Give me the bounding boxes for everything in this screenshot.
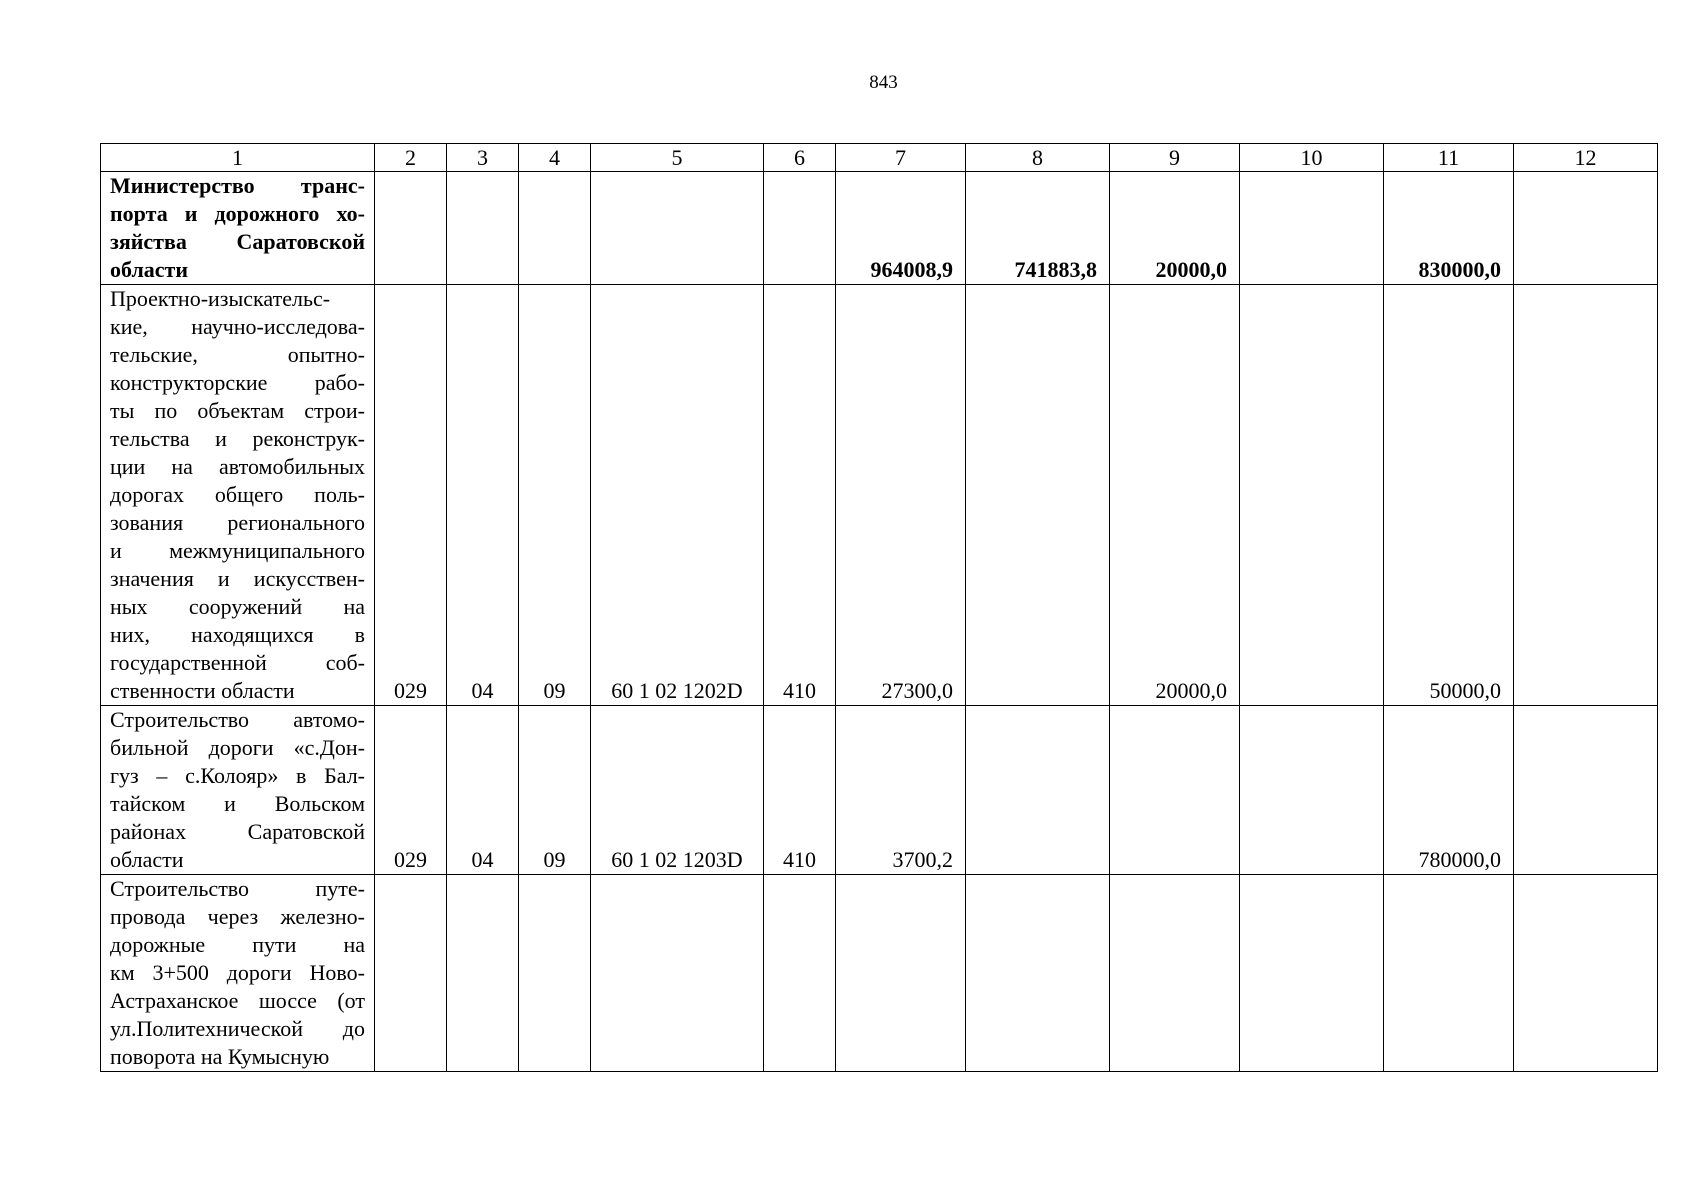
item-name-line: Астраханское шоссе (от: [110, 988, 365, 1013]
cell-col-2: 029: [375, 706, 447, 875]
item-name-line: них, находящихся в: [110, 622, 365, 647]
cell-col-10: [1240, 706, 1384, 875]
cell-col-10: [1240, 172, 1384, 285]
item-name-line: зования регионального: [110, 510, 365, 535]
cell-col-6: [764, 172, 836, 285]
cell-col-7: 3700,2: [836, 706, 966, 875]
cell-col-7: 27300,0: [836, 285, 966, 706]
item-name-line: ты по объектам строи-: [110, 398, 365, 423]
item-name-line: порта и дорожного хо-: [110, 201, 365, 226]
budget-table: [100, 143, 1658, 1072]
cell-col-9: 20000,0: [1110, 285, 1240, 706]
cell-col-8: [966, 285, 1110, 706]
cell-col-5: 60 1 02 1203D: [591, 706, 764, 875]
item-name-line: конструкторские рабо-: [110, 370, 365, 395]
column-header: 1: [101, 144, 375, 172]
item-name-line: ул.Политехнической до: [110, 1016, 365, 1041]
cell-col-5: 60 1 02 1202D: [591, 285, 764, 706]
cell-col-11: 780000,0: [1384, 706, 1514, 875]
item-name-line: области: [110, 257, 189, 282]
item-name-line: тельские, опытно-: [110, 342, 365, 367]
column-header: 12: [1514, 144, 1658, 172]
cell-col-7: [836, 875, 966, 1072]
item-name-line: Строительство путе-: [110, 876, 365, 901]
column-header: 11: [1384, 144, 1514, 172]
cell-col-8: 741883,8: [966, 172, 1110, 285]
item-name-line: ции на автомобильных: [110, 454, 365, 479]
item-name-line: кие, научно-исследова-: [110, 314, 365, 339]
cell-col-12: [1514, 875, 1658, 1072]
column-header: 8: [966, 144, 1110, 172]
cell-col-3: [447, 875, 519, 1072]
cell-col-2: [375, 172, 447, 285]
item-name-line: и межмуниципального: [110, 538, 365, 563]
cell-col-2: [375, 875, 447, 1072]
table-row: [101, 875, 1658, 1072]
cell-col-6: 410: [764, 285, 836, 706]
item-name-cell: [101, 706, 375, 875]
item-name-line: значения и искусствен-: [110, 566, 365, 591]
item-name-cell: [101, 285, 375, 706]
item-name-line: провода через железно-: [110, 904, 365, 929]
column-header: 2: [375, 144, 447, 172]
cell-col-2: 029: [375, 285, 447, 706]
column-header: 10: [1240, 144, 1384, 172]
cell-col-8: [966, 875, 1110, 1072]
table-row: [101, 172, 1658, 285]
column-header: 4: [519, 144, 591, 172]
item-name-line: Проектно-изыскательс-: [110, 286, 331, 311]
item-name-line: районах Саратовской: [110, 819, 365, 844]
page-number: 843: [869, 72, 898, 93]
item-name-line: зяйства Саратовской: [110, 229, 365, 254]
item-name-line: тельства и реконструк-: [110, 426, 365, 451]
item-name-line: гуз – с.Колояр» в Бал-: [110, 763, 365, 788]
cell-col-3: 04: [447, 285, 519, 706]
cell-col-6: [764, 875, 836, 1072]
cell-col-10: [1240, 875, 1384, 1072]
cell-col-12: [1514, 285, 1658, 706]
cell-col-6: 410: [764, 706, 836, 875]
cell-col-3: 04: [447, 706, 519, 875]
cell-col-12: [1514, 706, 1658, 875]
cell-col-9: [1110, 706, 1240, 875]
item-name-line: Министерство транс-: [110, 173, 365, 198]
cell-col-4: [519, 172, 591, 285]
cell-col-3: [447, 172, 519, 285]
column-header: 9: [1110, 144, 1240, 172]
cell-col-11: [1384, 875, 1514, 1072]
cell-col-9: [1110, 875, 1240, 1072]
column-header-row: [101, 144, 1658, 172]
column-header: 5: [591, 144, 764, 172]
item-name-line: тайском и Вольском: [110, 791, 365, 816]
column-header: 7: [836, 144, 966, 172]
cell-col-11: 50000,0: [1384, 285, 1514, 706]
cell-col-10: [1240, 285, 1384, 706]
cell-col-5: [591, 172, 764, 285]
item-name-line: км 3+500 дороги Ново-: [110, 960, 365, 985]
cell-col-9: 20000,0: [1110, 172, 1240, 285]
cell-col-7: 964008,9: [836, 172, 966, 285]
item-name-line: ственности области: [110, 678, 295, 703]
item-name-line: поворота на Кумысную: [110, 1044, 330, 1069]
item-name-line: ных сооружений на: [110, 594, 365, 619]
cell-col-4: 09: [519, 706, 591, 875]
table-row: [101, 706, 1658, 875]
column-header: 3: [447, 144, 519, 172]
cell-col-12: [1514, 172, 1658, 285]
item-name-cell: [101, 172, 375, 285]
cell-col-11: 830000,0: [1384, 172, 1514, 285]
column-header: 6: [764, 144, 836, 172]
item-name-line: дорогах общего поль-: [110, 482, 365, 507]
cell-col-5: [591, 875, 764, 1072]
table-row: [101, 285, 1658, 706]
item-name-line: бильной дороги «с.Дон-: [110, 735, 365, 760]
cell-col-8: [966, 706, 1110, 875]
cell-col-4: [519, 875, 591, 1072]
cell-col-4: 09: [519, 285, 591, 706]
item-name-cell: [101, 875, 375, 1072]
item-name-line: государственной соб-: [110, 650, 365, 675]
item-name-line: области: [110, 847, 184, 872]
item-name-line: Строительство автомо-: [110, 707, 365, 732]
item-name-line: дорожные пути на: [110, 932, 365, 957]
